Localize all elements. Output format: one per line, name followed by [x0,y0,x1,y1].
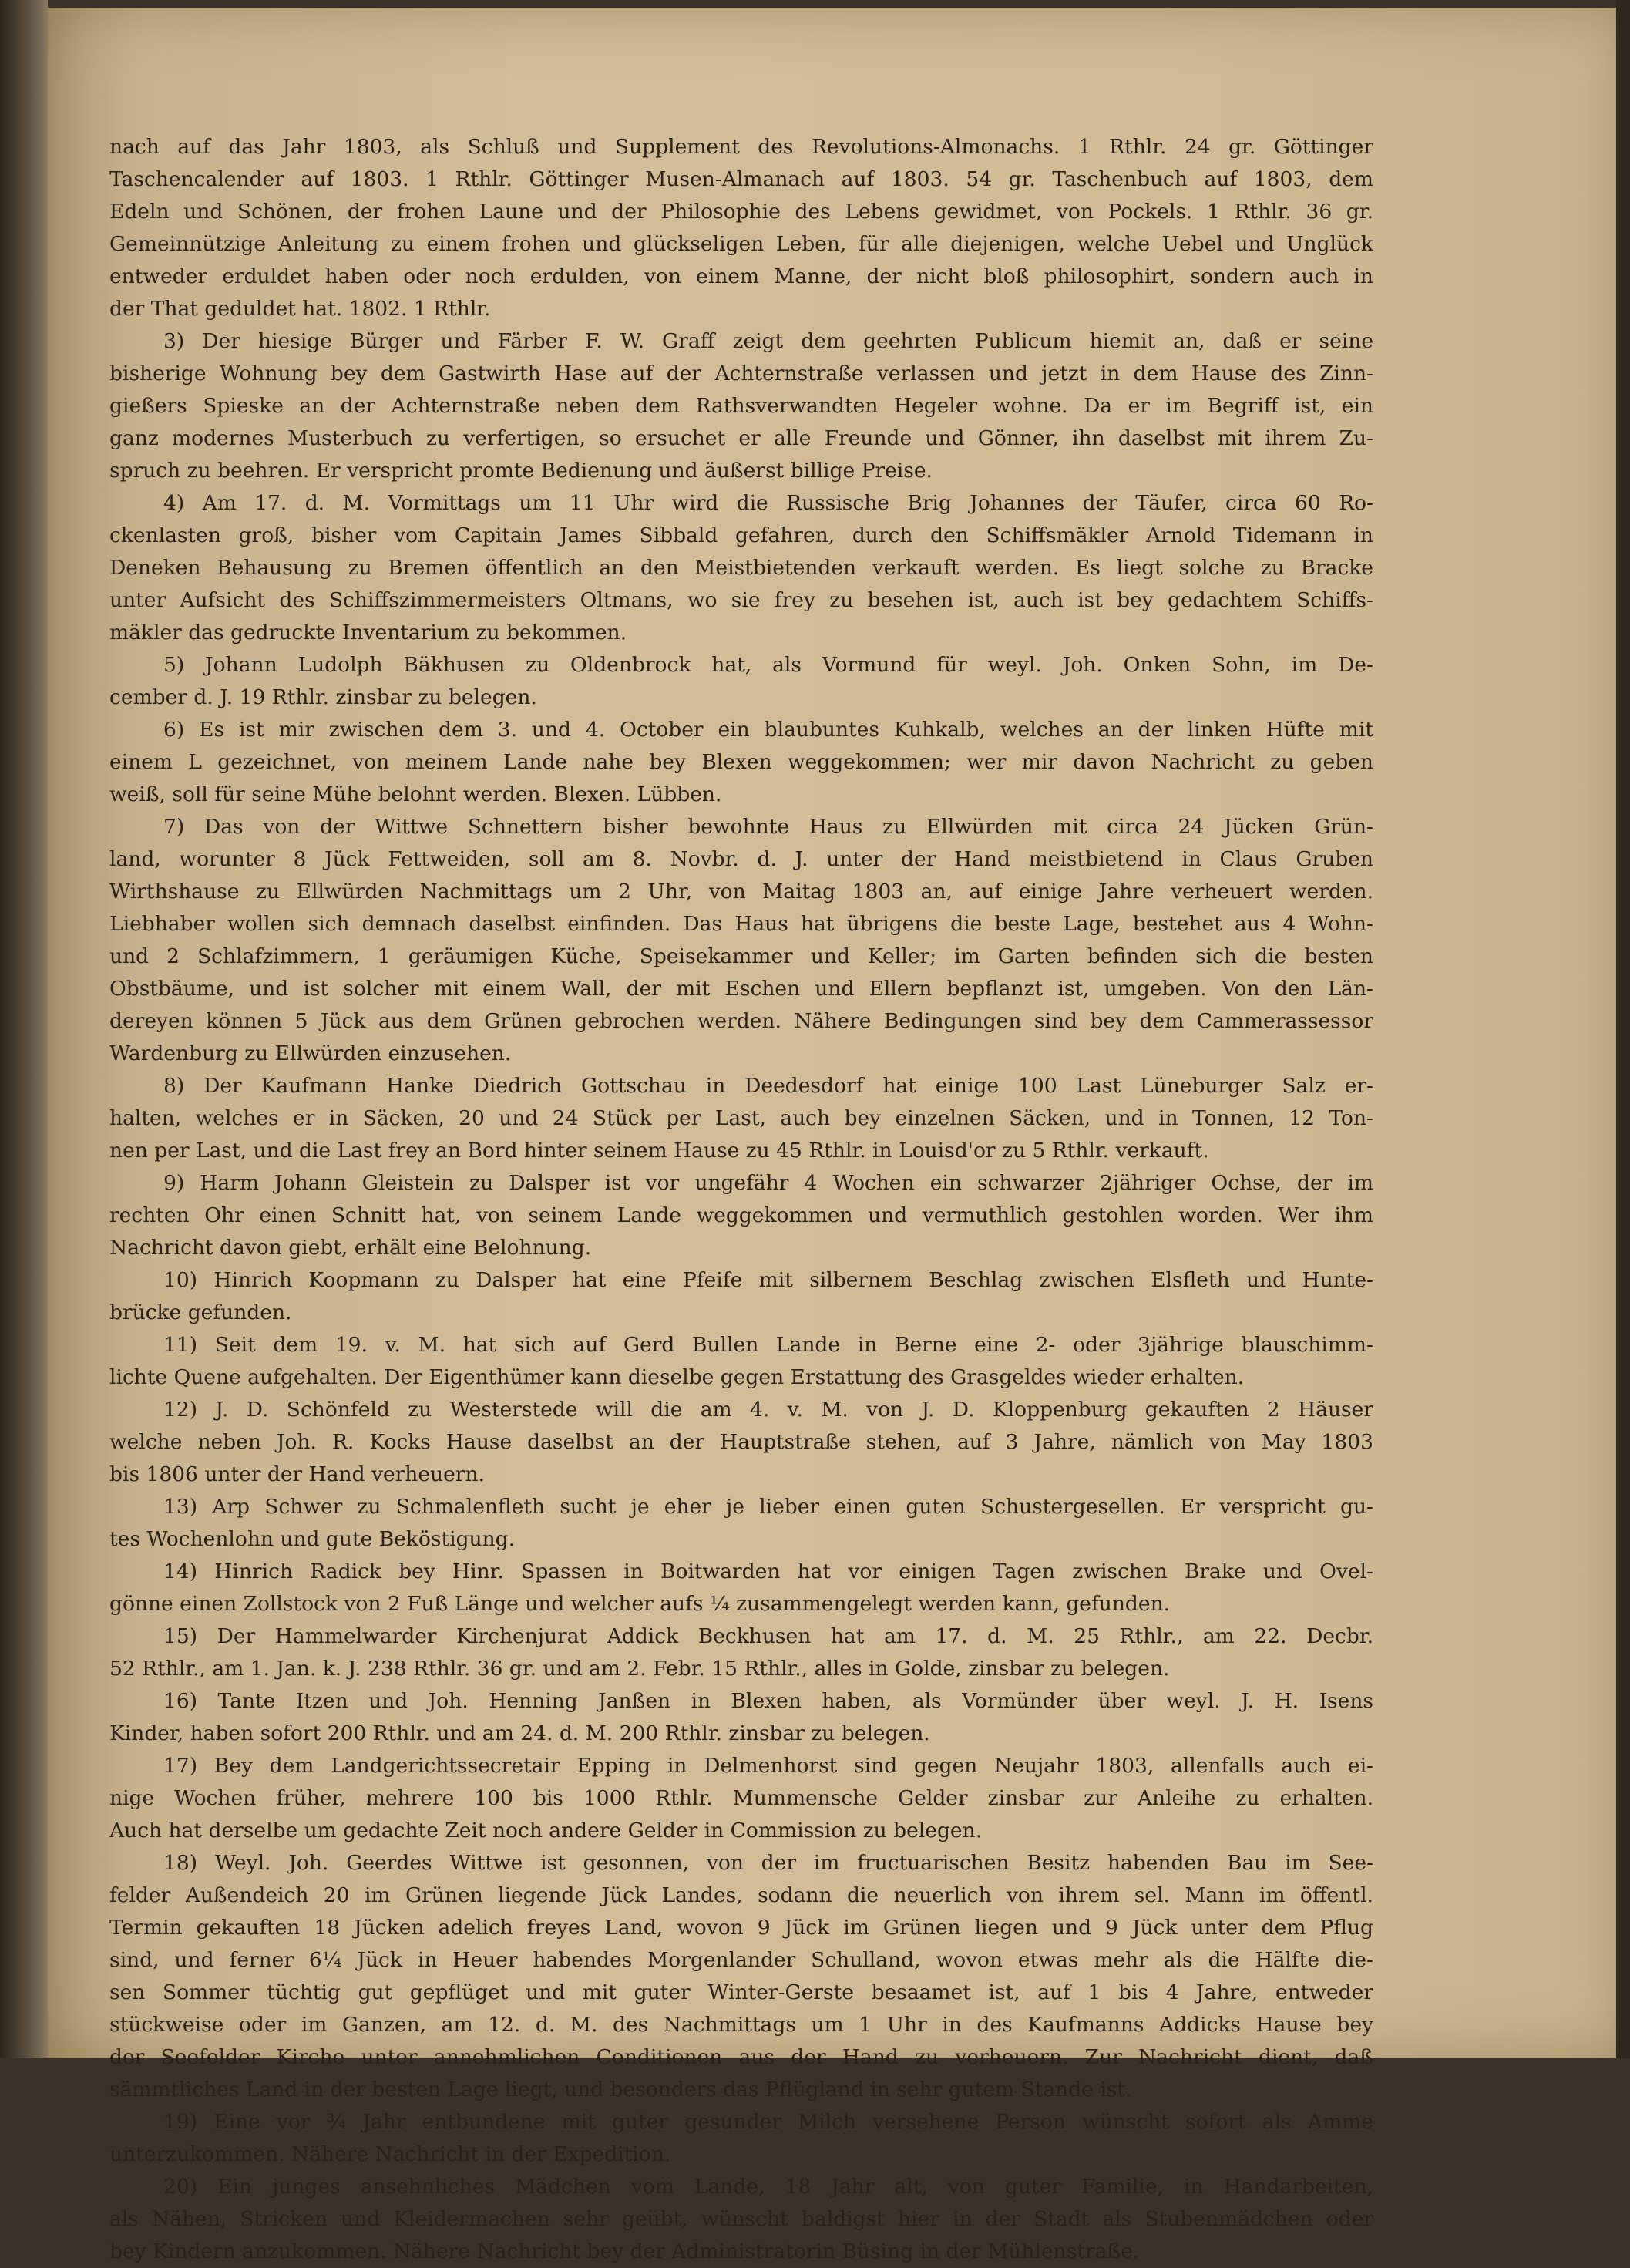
text-line: dereyen können 5 Jück aus dem Grünen gebrochen werden. Nähere Bedingungen sind bey dem Cammerassessor [109,1009,1373,1033]
text-line: der That geduldet hat. 1802. 1 Rthlr. [109,297,491,321]
text-line: stückweise oder im Ganzen, am 12. d. M. des Nachmittags um 1 Uhr in des Kaufmanns Addicks Hause bey [109,2013,1373,2037]
page-text [109,131,1373,2268]
text-line: 3) Der hiesige Bürger und Färber F. W. Graff zeigt dem geehrten Publicum hiemit an, daß er seine [163,329,1373,353]
book-gutter [0,0,48,2058]
text-line: 19) Eine vor ¾ Jahr entbundene mit guter gesunder Milch versehene Person wünscht sofort als Amme [163,2110,1373,2134]
text-line: bey Kindern anzukommen. Nähere Nachricht bey der Administratorin Büsing in der Mühlenstraße. [109,2239,1140,2263]
text-line: Auch hat derselbe um gedachte Zeit noch andere Gelder in Commission zu belegen. [109,1819,983,1842]
text-line: 20) Ein junges ansehnliches Mädchen vom Lande, 18 Jahr alt, von guter Familie, in Handarbeiten, [163,2175,1373,2199]
text-line: Termin gekauften 18 Jücken adelich freyes Land, wovon 9 Jück im Grünen liegen und 9 Jück unter dem Pflug [109,1916,1373,1940]
text-line: Obstbäume, und ist solcher mit einem Wall, der mit Eschen und Ellern bepflanzt ist, umgeben. Von den Län- [109,977,1373,1001]
page-edge [1616,0,1630,2058]
text-line: bisherige Wohnung bey dem Gastwirth Hase auf der Achternstraße verlassen und jetzt in dem Hause des Zinn- [109,362,1373,385]
text-line: 11) Seit dem 19. v. M. hat sich auf Gerd Bullen Lande in Berne eine 2- oder 3jährige blauschimm- [163,1333,1373,1357]
text-line: felder Außendeich 20 im Grünen liegende Jück Landes, sodann die neuerlich von ihrem sel. Mann im öffentl. [109,1883,1373,1907]
text-line: Liebhaber wollen sich demnach daselbst einfinden. Das Haus hat übrigens die beste Lage, bestehet aus 4 Wohn- [109,912,1373,936]
newspaper-page [48,8,1630,2263]
text-line: einem L gezeichnet, von meinem Lande nahe bey Blexen weggekommen; wer mir davon Nachricht zu geben [109,750,1373,774]
text-line: Taschencalender auf 1803. 1 Rthlr. Göttinger Musen-Almanach auf 1803. 54 gr. Taschenbuch auf 1803, dem [109,167,1373,191]
text-line: der Seefelder Kirche unter annehmlichen Conditionen aus der Hand zu verheuern. Zur Nachricht dient, daß [109,2045,1373,2069]
text-line: 9) Harm Johann Gleistein zu Dalsper ist vor ungefähr 4 Wochen ein schwarzer 2jähriger Ochse, der im [163,1171,1373,1195]
text-line: 16) Tante Itzen und Joh. Henning Janßen in Blexen haben, als Vormünder über weyl. J. H. Isens [163,1689,1373,1713]
text-line: bis 1806 unter der Hand verheuern. [109,1462,485,1486]
text-line: 8) Der Kaufmann Hanke Diedrich Gottschau in Deedesdorf hat einige 100 Last Lüneburger Salz er- [163,1074,1373,1098]
text-line: ckenlasten groß, bisher vom Capitain James Sibbald gefahren, durch den Schiffsmäkler Arnold Tidemann in [109,523,1373,547]
text-line: Nachricht davon giebt, erhält eine Belohnung. [109,1236,592,1260]
text-line: gießers Spieske an der Achternstraße neben dem Rathsverwandten Hegeler wohne. Da er im Begriff ist, ein [109,394,1373,418]
text-line: nen per Last, und die Last frey an Bord hinter seinem Hause zu 45 Rthlr. in Louisd'or zu 5 Rthlr. verkauft. [109,1139,1209,1163]
text-line: sind, und ferner 6¼ Jück in Heuer habendes Morgenlander Schulland, wovon etwas mehr als die Hälfte die- [109,1948,1373,1972]
text-line: sämmtliches Land in der besten Lage liegt, und besonders das Pflügland in sehr gutem Stande ist. [109,2078,1132,2101]
text-line: rechten Ohr einen Schnitt hat, von seinem Lande weggekommen und vermuthlich gestohlen worden. Wer ihm [109,1203,1373,1227]
text-line: 13) Arp Schwer zu Schmalenfleth sucht je eher je lieber einen guten Schustergesellen. Er verspricht gu- [163,1495,1373,1519]
text-line: 18) Weyl. Joh. Geerdes Wittwe ist gesonnen, von der im fructuarischen Besitz habenden Bau im See- [163,1851,1373,1875]
text-line: ganz modernes Musterbuch zu verfertigen, so ersuchet er alle Freunde und Gönner, ihn daselbst mit ihrem Zu- [109,426,1373,450]
text-line: weiß, soll für seine Mühe belohnt werden. Blexen. Lübben. [109,782,722,806]
text-line: brücke gefunden. [109,1301,292,1324]
text-line: cember d. J. 19 Rthlr. zinsbar zu belegen. [109,685,537,709]
text-line: und 2 Schlafzimmern, 1 geräumigen Küche, Speisekammer und Keller; im Garten befinden sich die besten [109,944,1373,968]
text-line: Wardenburg zu Ellwürden einzusehen. [109,1041,512,1065]
text-line: 4) Am 17. d. M. Vormittags um 11 Uhr wird die Russische Brig Johannes der Täufer, circa 60 Ro- [163,491,1373,515]
text-line: sen Sommer tüchtig gut gepflüget und mit guter Winter-Gerste besaamet ist, auf 1 bis 4 Jahre, entweder [109,1980,1373,2004]
text-line: entweder erduldet haben oder noch erdulden, von einem Manne, der nicht bloß philosophirt, sondern auch in [109,264,1373,288]
text-line: 15) Der Hammelwarder Kirchenjurat Addick Beckhusen hat am 17. d. M. 25 Rthlr., am 22. Decbr. [163,1624,1373,1648]
text-line: als Nähen, Stricken und Kleidermachen sehr geübt, wünscht baldigst hier in der Stadt als Stubenmädchen oder [109,2207,1373,2231]
text-line: tes Wochenlohn und gute Beköstigung. [109,1527,516,1551]
text-line: 14) Hinrich Radick bey Hinr. Spassen in Boitwarden hat vor einigen Tagen zwischen Brake und Ovel- [163,1560,1373,1583]
text-line: 12) J. D. Schönfeld zu Westerstede will die am 4. v. M. von J. D. Kloppenburg gekauften 2 Häuser [163,1398,1373,1422]
text-line: land, worunter 8 Jück Fettweiden, soll am 8. Novbr. d. J. unter der Hand meistbietend in Claus Gruben [109,847,1373,871]
text-line: Edeln und Schönen, der frohen Laune und der Philosophie des Lebens gewidmet, von Pockels. 1 Rthlr. 36 gr. [109,200,1373,224]
text-line: 6) Es ist mir zwischen dem 3. und 4. October ein blaubuntes Kuhkalb, welches an der linken Hüfte mit [163,718,1373,742]
text-line: 7) Das von der Wittwe Schnettern bisher bewohnte Haus zu Ellwürden mit circa 24 Jücken Grün- [163,815,1373,839]
text-line: Deneken Behausung zu Bremen öffentlich an den Meistbietenden verkauft werden. Es liegt solche zu Bracke [109,556,1373,580]
text-line: unter Aufsicht des Schiffszimmermeisters Oltmans, wo sie frey zu besehen ist, auch ist bey gedachtem Schiffs- [109,588,1373,612]
text-line: halten, welches er in Säcken, 20 und 24 Stück per Last, auch bey einzelnen Säcken, und in Tonnen, 12 Ton- [109,1106,1373,1130]
text-line: 10) Hinrich Koopmann zu Dalsper hat eine Pfeife mit silbernem Beschlag zwischen Elsfleth und Hunte- [163,1268,1373,1292]
text-line: 17) Bey dem Landgerichtssecretair Epping in Delmenhorst sind gegen Neujahr 1803, allenfalls auch ei- [163,1754,1373,1778]
text-line: lichte Quene aufgehalten. Der Eigenthümer kann dieselbe gegen Erstattung des Grasgeldes wieder erhalten. [109,1365,1245,1389]
text-line: 52 Rthlr., am 1. Jan. k. J. 238 Rthlr. 36 gr. und am 2. Febr. 15 Rthlr., alles in Golde, zinsbar zu belegen. [109,1657,1170,1681]
text-line: spruch zu beehren. Er verspricht promte Bedienung und äußerst billige Preise. [109,459,933,483]
text-line: nige Wochen früher, mehrere 100 bis 1000 Rthlr. Mummensche Gelder zinsbar zur Anleihe zu erhalten. [109,1786,1373,1810]
text-line: unterzukommen. Nähere Nachricht in der Expedition. [109,2142,671,2166]
text-line: Kinder, haben sofort 200 Rthlr. und am 24. d. M. 200 Rthlr. zinsbar zu belegen. [109,1721,930,1745]
text-line: mäkler das gedruckte Inventarium zu bekommen. [109,621,627,644]
text-line: nach auf das Jahr 1803, als Schluß und Supplement des Revolutions-Almonachs. 1 Rthlr. 24 gr. Göttinger [109,135,1373,159]
text-line: Wirthshause zu Ellwürden Nachmittags um 2 Uhr, von Maitag 1803 an, auf einige Jahre verheuert werden. [109,880,1373,903]
text-line: 5) Johann Ludolph Bäkhusen zu Oldenbrock hat, als Vormund für weyl. Joh. Onken Sohn, im De- [163,653,1373,677]
text-line: welche neben Joh. R. Kocks Hause daselbst an der Hauptstraße stehen, auf 3 Jahre, nämlich von May 1803 [109,1430,1373,1454]
text-line: Gemeinnützige Anleitung zu einem frohen und glückseligen Leben, für alle diejenigen, welche Uebel und Unglück [109,232,1373,256]
text-line: gönne einen Zollstock von 2 Fuß Länge und welcher aufs ¼ zusammengelegt werden kann, gefunden. [109,1592,1171,1616]
